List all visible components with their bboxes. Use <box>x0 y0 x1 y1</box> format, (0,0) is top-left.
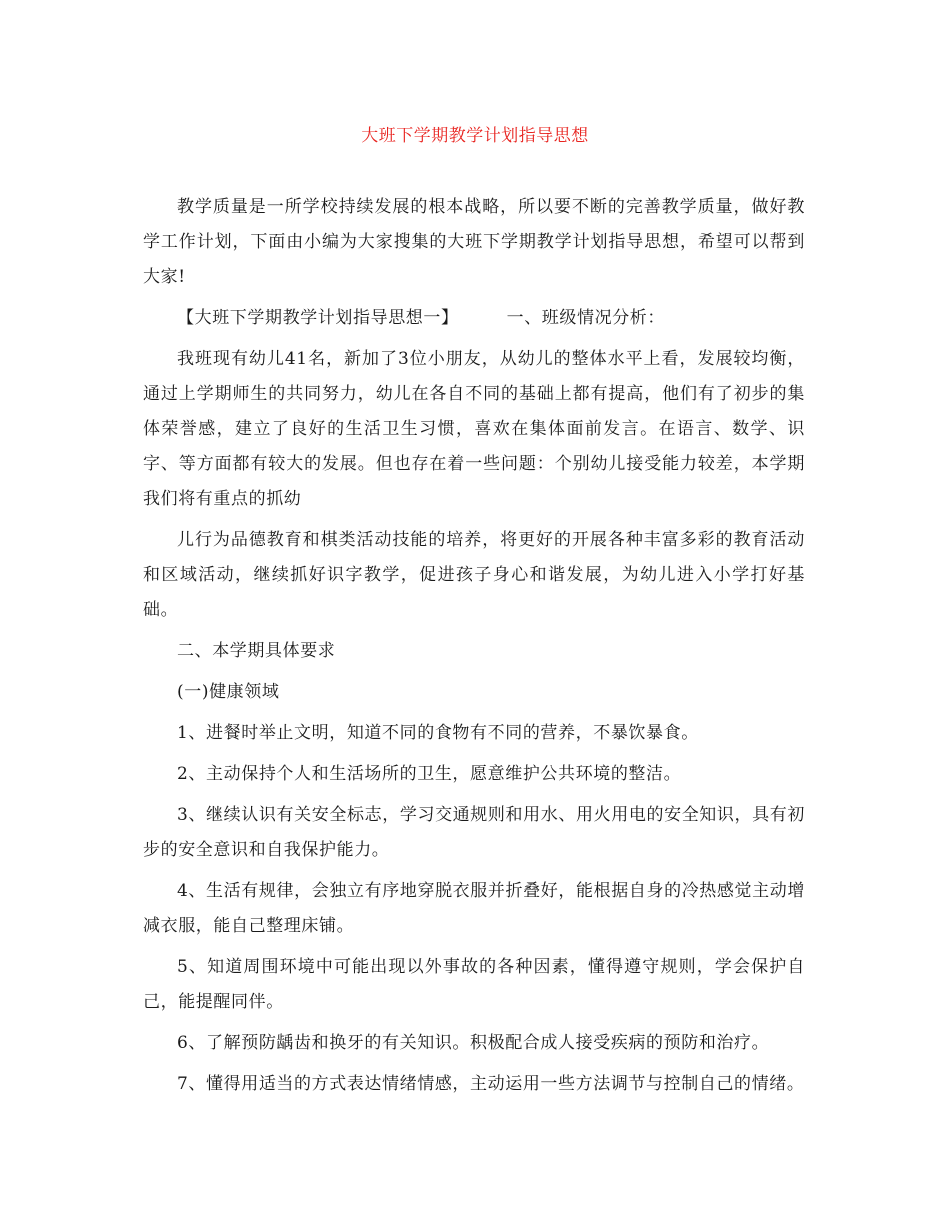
list-item: 6、了解预防龋齿和换牙的有关知识。积极配合成人接受疾病的预防和治疗。 <box>177 1033 770 1053</box>
list-item: 3、继续认识有关安全标志，学习交通规则和用水、用火用电的安全知识，具有初步的安全意识和自我保护能力。 <box>143 805 805 860</box>
health-domain-heading: (一)健康领域 <box>177 682 280 702</box>
document-title: 大班下学期教学计划指导思想 <box>361 126 589 146</box>
list-item: 5、知道周围环境中可能出现以外事故的各种因素，懂得遵守规则，学会保护自己，能提醒同伴。 <box>143 957 805 1012</box>
plan-heading: 【大班下学期教学计划指导思想一】 <box>177 308 459 328</box>
class-analysis-paragraph: 我班现有幼儿41名，新加了3位小朋友，从幼儿的整体水平上看，发展较均衡，通过上学期师生的共同努力，幼儿在各自不同的基础上都有提高，他们有了初步的集体荣誉感，建立了良好的生活卫生习惯，喜欢在集体面前发言。在语言、数学、识字、等方面都有较大的发展。但也存在着一些问题：个别幼儿接受能力较差，本学期我们将有重点的抓幼 <box>143 349 805 509</box>
list-item: 1、进餐时举止文明，知道不同的食物有不同的营养，不暴饮暴食。 <box>177 723 699 743</box>
class-analysis-heading: 一、班级情况分析： <box>506 308 666 328</box>
list-item: 2、主动保持个人和生活场所的卫生，愿意维护公共环境的整洁。 <box>177 764 682 784</box>
list-item: 7、懂得用适当的方式表达情绪情感，主动运用一些方法调节与控制自己的情绪。 <box>177 1074 805 1094</box>
list-item: 4、生活有规律，会独立有序地穿脱衣服并折叠好，能根据自身的冷热感觉主动增减衣服，能自己整理床铺。 <box>143 881 805 936</box>
section-heading-row <box>143 301 805 336</box>
intro-paragraph: 教学质量是一所学校持续发展的根本战略，所以要不断的完善教学质量，做好教学工作计划，下面由小编为大家搜集的大班下学期教学计划指导思想，希望可以帮到大家! <box>143 197 805 287</box>
document-body <box>143 190 805 1102</box>
class-goals-paragraph: 儿行为品德教育和棋类活动技能的培养，将更好的开展各种丰富多彩的教育活动和区域活动，继续抓好识字教学，促进孩子身心和谐发展，为幼儿进入小学打好基础。 <box>143 530 805 620</box>
requirements-heading: 二、本学期具体要求 <box>177 641 336 661</box>
